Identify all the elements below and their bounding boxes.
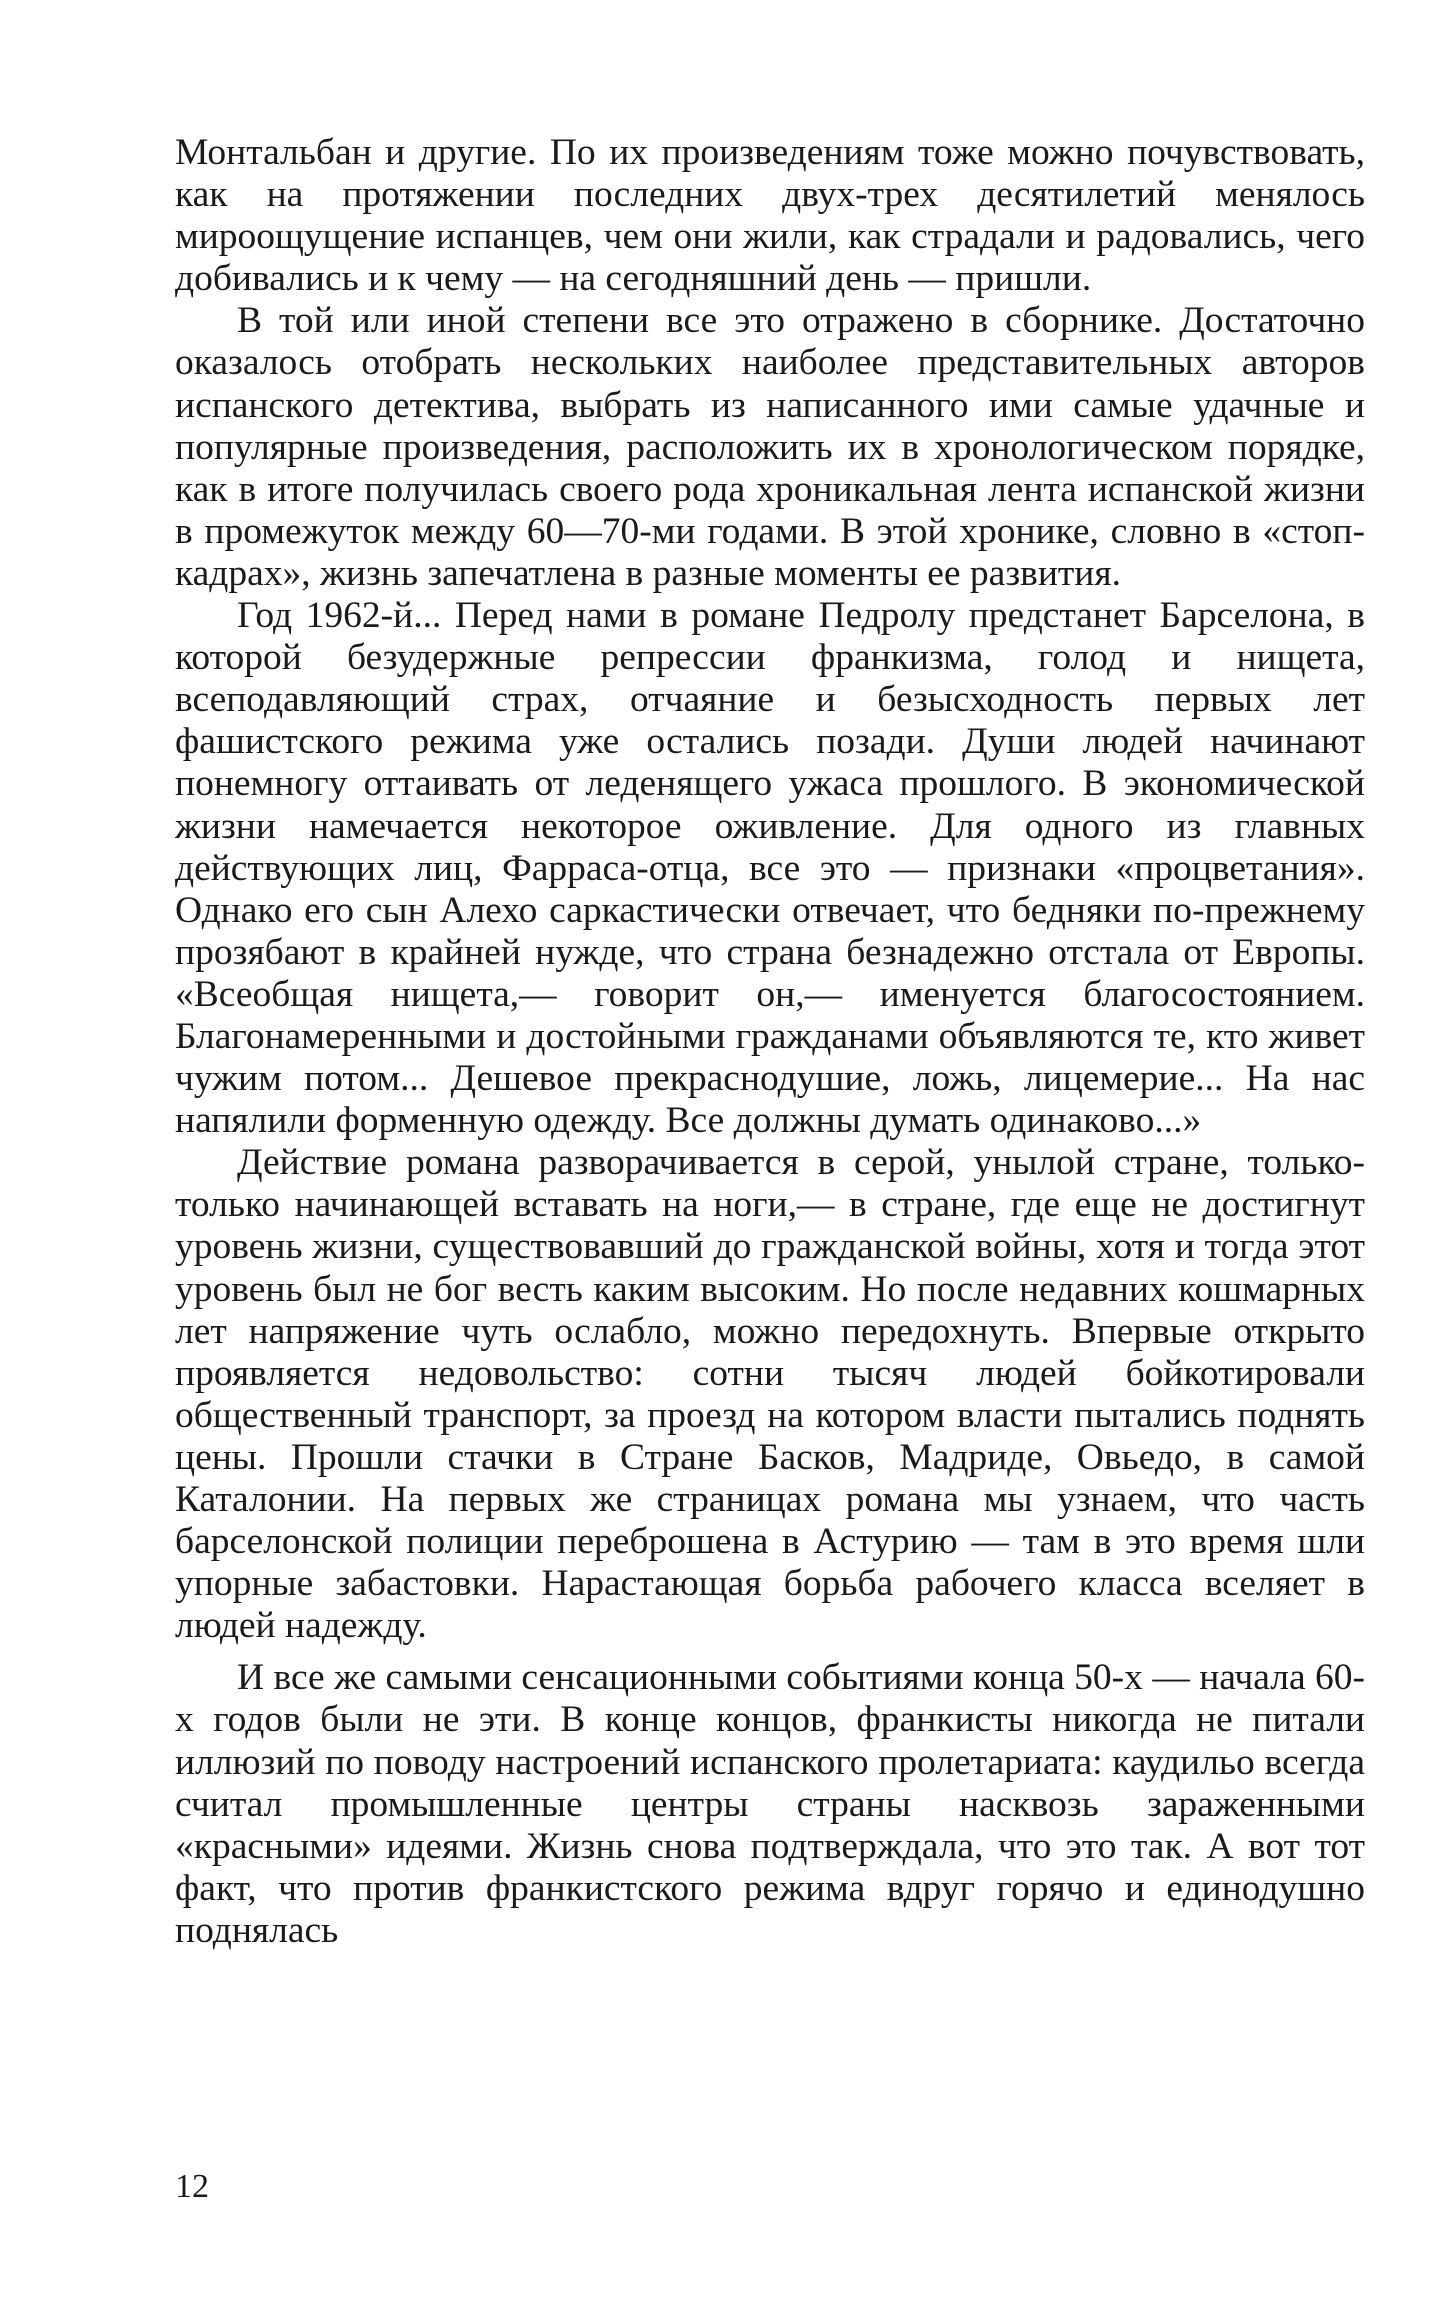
paragraph: Действие романа разворачивается в серой, унылой стране, только-только начинающей вставать на ноги,— в стране, где еще не достигнут уровень жизни, существовавший до гражданской войны, хотя и тогда этот уровень был не бог весть каким высоким. Но после недавних кошмарных лет напряжение чуть ослабло, можно передохнуть. Впервые открыто проявляется недовольство: сотни тысяч людей бойкотировали общественный транспорт, за проезд на котором власти пытались поднять цены. Прошли стачки в Стране Басков, Мадриде, Овьедо, в самой Каталонии. На первых же страницах романа мы узнаем, что часть барселонской полиции переброшена в Астурию — там в это время шли упорные забастовки. Нарастающая борьба рабочего класса вселяет в людей надежду. xyxy=(175,1142,1365,1647)
body-text xyxy=(175,132,1365,1952)
paragraph-continuation: Монтальбан и другие. По их произведениям тоже можно почувствовать, как на протяжении последних двух-трех десятилетий менялось мироощущение испанцев, чем они жили, как страдали и радовались, чего добивались и к чему — на сегодняшний день — пришли. xyxy=(175,132,1365,300)
page-number: 12 xyxy=(175,2168,209,2205)
paragraph: В той или иной степени все это отражено в сборнике. Достаточно оказалось отобрать нескольких наиболее представительных авторов испанского детектива, выбрать из написанного ими самые удачные и популярные произведения, расположить их в хронологическом порядке, как в итоге получилась своего рода хроникальная лента испанской жизни в промежуток между 60—70-ми годами. В этой хронике, словно в «стоп-кадрах», жизнь запечатлена в разные моменты ее развития. xyxy=(175,300,1365,594)
paragraph: И все же самыми сенсационными событиями конца 50-х — начала 60-х годов были не эти. В конце концов, франкисты никогда не питали иллюзий по поводу настроений испанского пролетариата: каудильо всегда считал промышленные центры страны насквозь зараженными «красными» идеями. Жизнь снова подтверждала, что это так. А вот тот факт, что против франкистского режима вдруг горячо и единодушно поднялась xyxy=(175,1657,1365,1951)
paragraph: Год 1962-й... Перед нами в романе Педролу предстанет Барселона, в которой безудержные репрессии франкизма, голод и нищета, всеподавляющий страх, отчаяние и безысходность первых лет фашистского режима уже остались позади. Души людей начинают понемногу оттаивать от леденящего ужаса прошлого. В экономической жизни намечается некоторое оживление. Для одного из главных действующих лиц, Фарраса-отца, все это — признаки «процветания». Однако его сын Алехо саркастически отвечает, что бедняки по-прежнему прозябают в крайней нужде, что страна безнадежно отстала от Европы. «Всеобщая нищета,— говорит он,— именуется благосостоянием. Благонамеренными и достойными гражданами объявляются те, кто живет чужим потом... Дешевое прекраснодушие, ложь, лицемерие... На нас напялили форменную одежду. Все должны думать одинаково...» xyxy=(175,595,1365,1142)
